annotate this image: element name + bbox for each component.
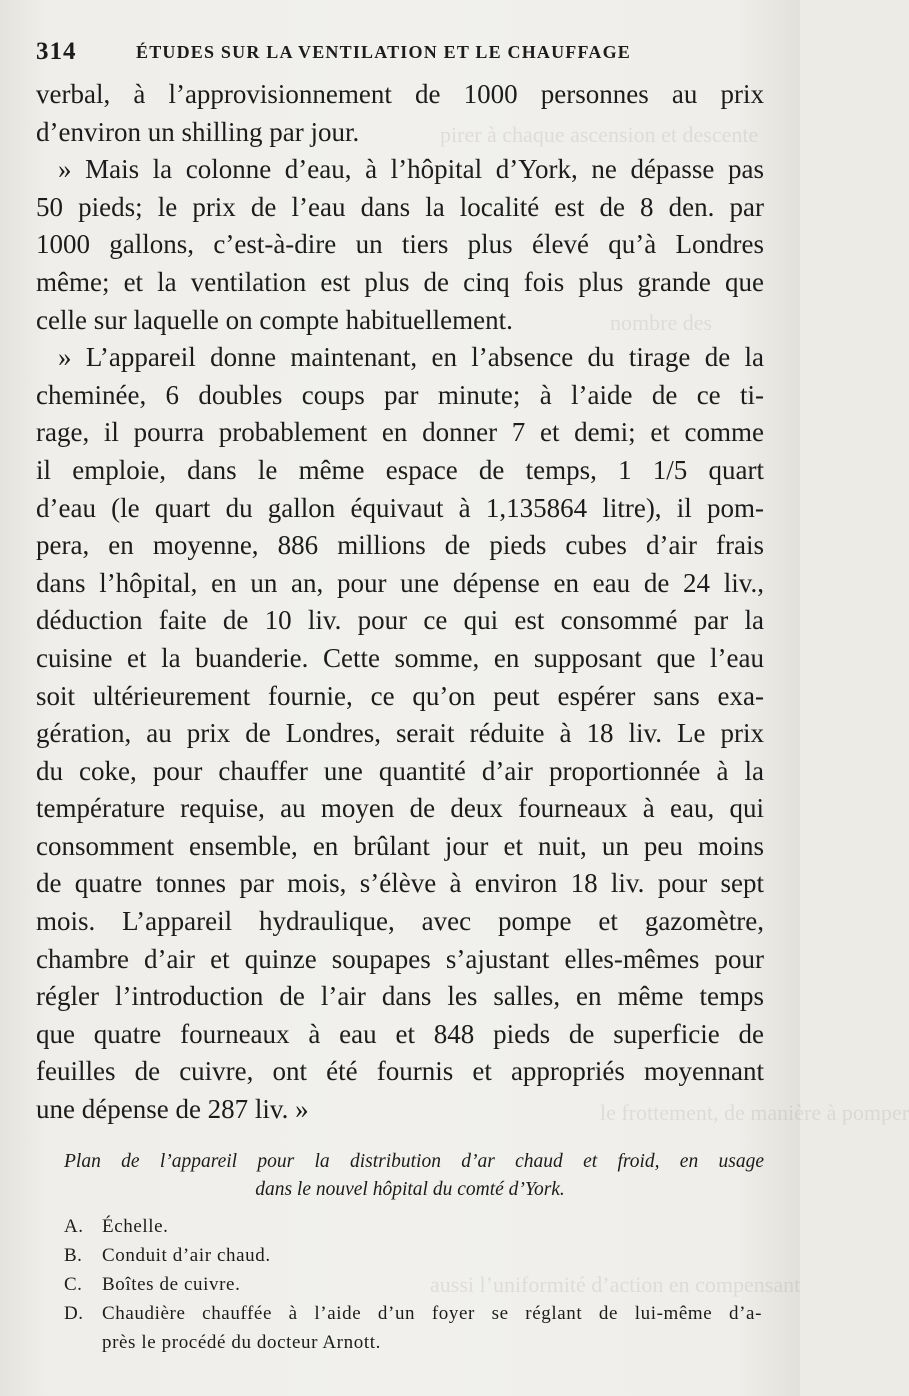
legend-text: Boîtes de cuivre.	[102, 1274, 241, 1295]
text-line: feuilles de cuivre, ont été fournis et appropriés moyennant	[36, 1056, 764, 1087]
text-line: soit ultérieurement fournie, ce qu’on peut espérer sans exa-	[36, 680, 764, 711]
text-line: mois. L’appareil hydraulique, avec pompe et gazomètre,	[36, 906, 764, 937]
legend-item	[64, 1212, 764, 1241]
show-through-text: le frottement, de manière à pomper	[600, 1100, 909, 1125]
page-header	[36, 38, 776, 68]
legend-text: Conduit d’air chaud.	[102, 1245, 271, 1266]
text-line: cheminée, 6 doubles coups par minute; à l’aide de ce ti-	[36, 379, 764, 410]
legend-key: A.	[64, 1216, 84, 1237]
text-line: cuisine et la buanderie. Cette somme, en supposant que l’eau	[36, 642, 764, 673]
running-head: ÉTUDES SUR LA VENTILATION ET LE CHAUFFAGE	[136, 42, 631, 62]
caption-line: dans le nouvel hôpital du comté d’York.	[255, 1179, 565, 1200]
legend-text: Échelle.	[102, 1216, 169, 1237]
legend-item	[64, 1299, 764, 1328]
text-line: verbal, à l’approvisionnement de 1000 personnes au prix	[36, 79, 764, 109]
text-line: 1000 gallons, c’est-à-dire un tiers plus élevé qu’à Londres	[36, 229, 764, 260]
text-line: consomment ensemble, en brûlant jour et nuit, un peu moins	[36, 830, 764, 861]
text-line: » L’appareil donne maintenant, en l’absence du tirage de la	[58, 342, 764, 373]
text-line: dans l’hôpital, en un an, pour une dépense en eau de 24 liv.,	[36, 567, 764, 598]
text-line: gération, au prix de Londres, serait réduite à 18 liv. Le prix	[36, 718, 764, 749]
text-line: que quatre fourneaux à eau et 848 pieds de superficie de	[36, 1018, 764, 1049]
page-number: 314	[36, 38, 77, 65]
text-line: il emploie, dans le même espace de temps, 1 1/5 quart	[36, 454, 764, 485]
caption-line: Plan de l’appareil pour la distribution d’ar chaud et froid, en usage	[64, 1151, 764, 1172]
show-through-text: pirer à chaque ascension et descente	[440, 122, 759, 147]
text-line: déduction faite de 10 liv. pour ce qui est consommé par la	[36, 605, 764, 636]
legend-item	[64, 1270, 764, 1299]
text-line: une dépense de 287 liv. »	[36, 1094, 309, 1125]
text-line: chambre d’air et quinze soupapes s’ajustant elles-mêmes pour	[36, 943, 764, 974]
figure-legend	[64, 1212, 764, 1357]
text-line: d’environ un shilling par jour.	[36, 116, 360, 147]
legend-text: Chaudière chauffée à l’aide d’un foyer se réglant de lui-même d’a-	[102, 1303, 762, 1324]
text-line: d’eau (le quart du gallon équivaut à 1,135864 litre), il pom-	[36, 492, 764, 523]
figure-caption	[36, 1148, 764, 1204]
text-line: de quatre tonnes par mois, s’élève à environ 18 liv. pour sept	[36, 868, 764, 899]
text-line: celle sur laquelle on compte habituellement.	[36, 304, 513, 335]
legend-key: D.	[64, 1303, 84, 1324]
text-line: pera, en moyenne, 886 millions de pieds cubes d’air frais	[36, 530, 764, 561]
legend-key: B.	[64, 1245, 83, 1266]
text-line: même; et la ventilation est plus de cinq fois plus grande que	[36, 266, 764, 297]
show-through-text: nombre des	[610, 310, 713, 335]
text-line: température requise, au moyen de deux fourneaux à eau, qui	[36, 793, 764, 824]
body-text	[36, 76, 764, 1129]
legend-continuation: près le procédé du docteur Arnott.	[102, 1332, 381, 1353]
show-through-text: aussi l’uniformité d’action en compensant	[430, 1272, 801, 1297]
text-line: 50 pieds; le prix de l’eau dans la localité est de 8 den. par	[36, 191, 764, 222]
text-line: rage, il pourra probablement en donner 7 et demi; et comme	[36, 417, 764, 448]
text-line: régler l’introduction de l’air dans les salles, en même temps	[36, 981, 764, 1012]
legend-key: C.	[64, 1274, 83, 1295]
legend-item	[64, 1241, 764, 1270]
text-line: » Mais la colonne d’eau, à l’hôpital d’York, ne dépasse pas	[58, 154, 764, 185]
text-line: du coke, pour chauffer une quantité d’air proportionnée à la	[36, 755, 764, 786]
